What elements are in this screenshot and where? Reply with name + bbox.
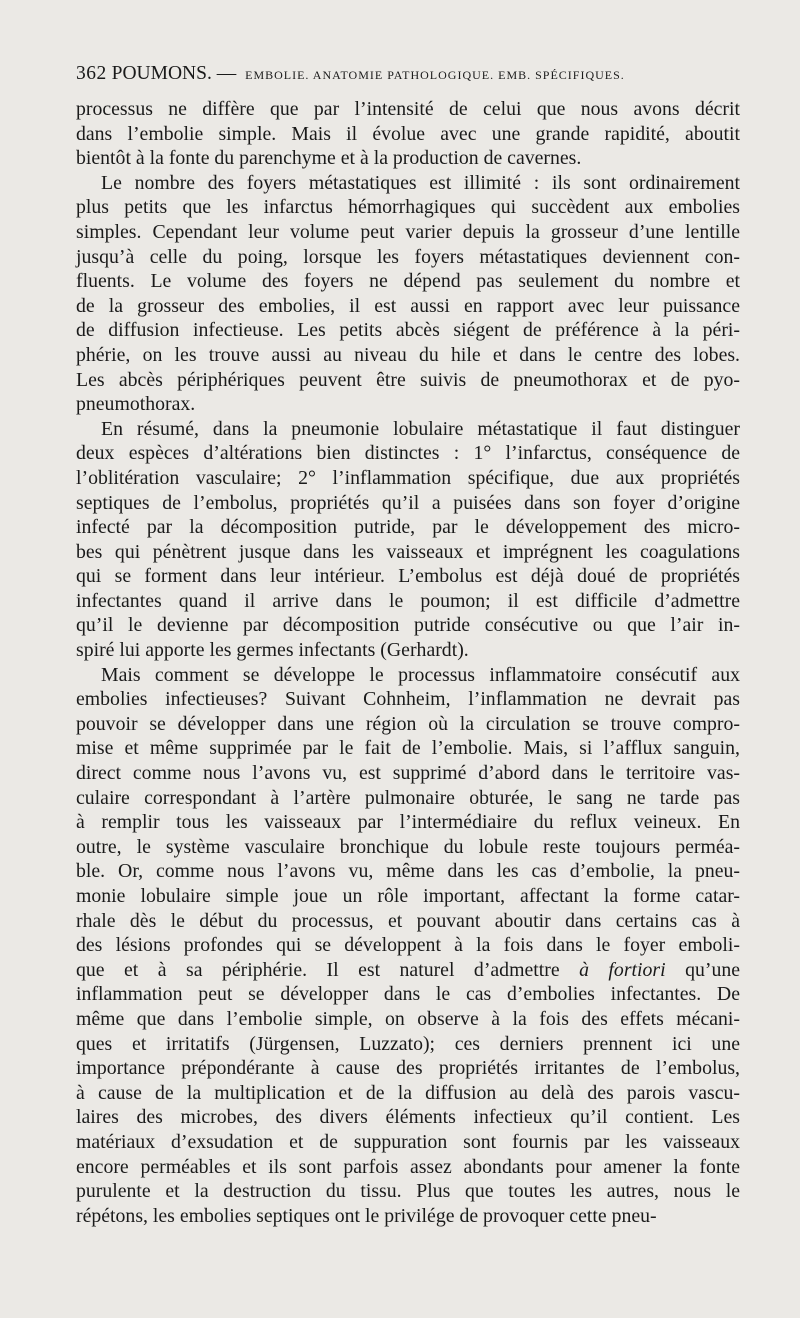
text-line: ques et irritatifs (Jürgensen, Luzzato); ces derniers prennent ici une xyxy=(76,1032,740,1055)
text-line: importance prépondérante à cause des propriétés irritantes de l’embolus, xyxy=(76,1057,740,1080)
text-line: mise et même supprimée par le fait de l’embolie. Mais, si l’afflux sanguin, xyxy=(76,737,740,760)
page-header xyxy=(76,62,748,87)
text-line: Mais comment se développe le processus inflammatoire consécutif aux xyxy=(101,663,740,686)
text-line: à remplir tous les vaisseaux par l’intermédiaire du reflux veineux. En xyxy=(76,811,740,834)
text-line: fluents. Le volume des foyers ne dépend pas seulement du nombre et xyxy=(76,270,740,293)
text-line: septiques de l’embolus, propriétés qu’il a puisées dans son foyer d’origine xyxy=(76,491,740,514)
text-line: encore perméables et ils sont parfois assez abondants pour amener la fonte xyxy=(76,1155,740,1178)
text-line: laires des microbes, des divers éléments infectieux qu’il contient. Les xyxy=(76,1106,740,1129)
text-line: processus ne diffère que par l’intensité de celui que nous avons décrit xyxy=(76,98,740,120)
paragraph xyxy=(76,663,740,1229)
text-line: matériaux d’exsudation et de suppuration sont fournis par les vaisseaux xyxy=(76,1130,740,1153)
text-line: infectantes quand il arrive dans le poumon; il est difficile d’admettre xyxy=(76,589,740,612)
text-line: purulente et la destruction du tissu. Plus que toutes les autres, nous le xyxy=(76,1180,740,1203)
text-line: En résumé, dans la pneumonie lobulaire métastatique il faut distinguer xyxy=(101,417,740,440)
text-line: outre, le système vasculaire bronchique du lobule reste toujours perméa- xyxy=(76,835,740,858)
paragraph xyxy=(76,97,740,171)
text-line: infecté par la décomposition putride, par le développement des micro- xyxy=(76,516,740,539)
text-line: répétons, les embolies septiques ont le privilége de provoquer cette pneu- xyxy=(76,1204,657,1227)
text-line: qu’il le devienne par décomposition putride consécutive ou que l’air in- xyxy=(76,614,740,637)
text-line: Les abcès périphériques peuvent être suivis de pneumothorax et de pyo- xyxy=(76,368,740,391)
text-line: spiré lui apporte les germes infectants (Gerhardt). xyxy=(76,639,469,662)
text-line: Le nombre des foyers métastatiques est illimité : ils sont ordinairement xyxy=(101,171,740,194)
text-line: de diffusion infectieuse. Les petits abcès siégent de préférence à la péri- xyxy=(76,319,740,342)
text-line: ble. Or, comme nous l’avons vu, même dans les cas d’embolie, la pneu- xyxy=(76,860,740,883)
text-line: des lésions profondes qui se développent à la fois dans le foyer emboli- xyxy=(76,934,740,957)
text-line: embolies infectieuses? Suivant Cohnheim, l’inflammation ne devrait pas xyxy=(76,688,740,711)
text-line: bes qui pénètrent jusque dans les vaisseaux et imprégnent les coagulations xyxy=(76,540,740,563)
text-line: à cause de la multiplication et de la diffusion au delà des parois vascu- xyxy=(76,1081,740,1104)
body-text xyxy=(76,97,740,1228)
text-line: pneumothorax. xyxy=(76,393,196,416)
text-line: même que dans l’embolie simple, on observe à la fois des effets mécani- xyxy=(76,1007,740,1030)
text-line: qui se forment dans leur intérieur. L’embolus est déjà doué de propriétés xyxy=(76,565,740,588)
text-line: inflammation peut se développer dans le cas d’embolies infectantes. De xyxy=(76,983,740,1006)
text-line: plus petits que les infarctus hémorrhagiques qui succèdent aux embolies xyxy=(76,196,740,219)
text-line: simples. Cependant leur volume peut varier depuis la grosseur d’une lentille xyxy=(76,220,740,243)
text-line: dans l’embolie simple. Mais il évolue avec une grande rapidité, aboutit xyxy=(76,122,740,145)
paragraph xyxy=(76,417,740,663)
header-title: POUMONS. xyxy=(111,63,212,84)
text-line: direct comme nous l’avons vu, est supprimé d’abord dans le territoire vas- xyxy=(76,762,740,785)
text-line: de la grosseur des embolies, il est aussi en rapport avec leur puissance xyxy=(76,294,740,317)
paragraph xyxy=(76,171,740,417)
text-line: jusqu’à celle du poing, lorsque les foyers métastatiques deviennent con- xyxy=(76,245,740,268)
header-separator: — xyxy=(216,63,237,84)
text-line: pouvoir se développer dans une région où la circulation se trouve compro- xyxy=(76,712,740,735)
running-title: EMBOLIE. ANATOMIE PATHOLOGIQUE. EMB. SPÉCIFIQUES. xyxy=(245,68,625,82)
text-line: rhale dès le début du processus, et pouvant aboutir dans certains cas à xyxy=(76,909,740,932)
text-line: que et à sa périphérie. Il est naturel d’admettre à fortiori qu’une xyxy=(76,958,741,981)
text-line: phérie, on les trouve aussi au niveau du hile et dans le centre des lobes. xyxy=(76,343,740,366)
text-line: culaire correspondant à l’artère pulmonaire obturée, le sang ne tarde pas xyxy=(76,786,740,809)
text-line: monie lobulaire simple joue un rôle important, affectant la forme catar- xyxy=(76,885,740,907)
page-number: 362 xyxy=(76,63,107,84)
text-line: l’oblitération vasculaire; 2° l’inflammation spécifique, due aux propriétés xyxy=(76,466,740,489)
text-line: deux espèces d’altérations bien distinctes : 1° l’infarctus, conséquence de xyxy=(76,442,740,465)
text-line: bientôt à la fonte du parenchyme et à la production de cavernes. xyxy=(76,147,582,170)
